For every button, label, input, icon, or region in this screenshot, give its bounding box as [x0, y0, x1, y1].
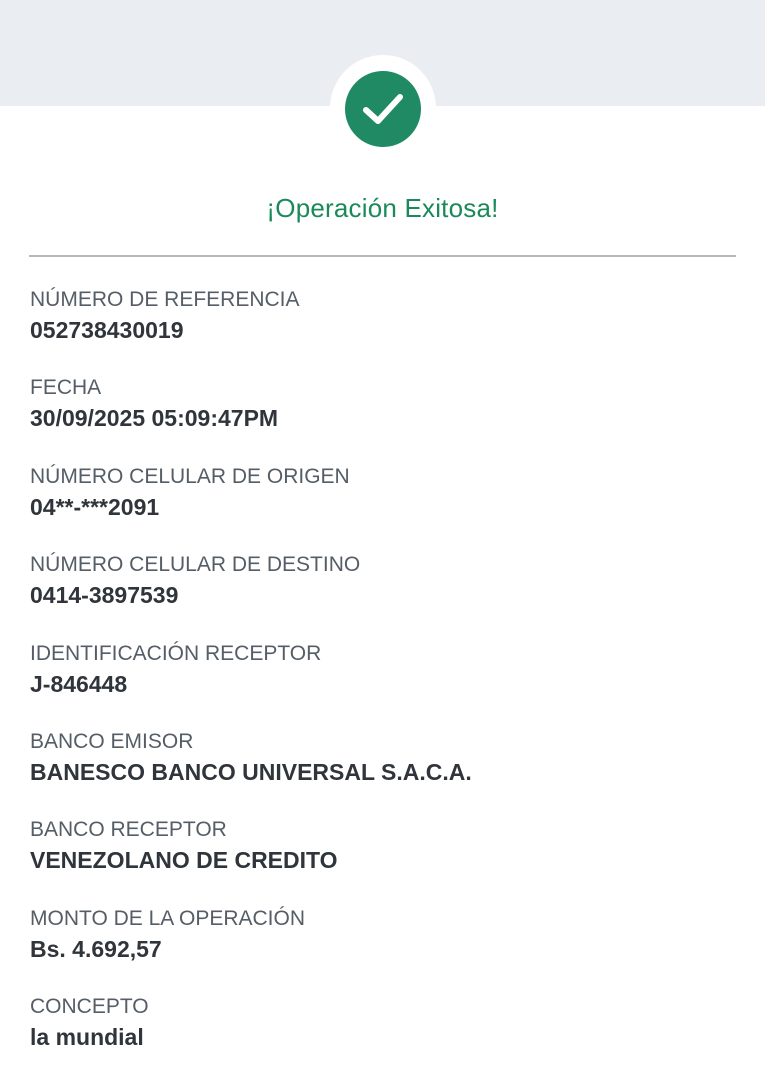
- concept-field: [30, 994, 730, 1080]
- success-title: ¡Operación Exitosa!: [266, 193, 499, 223]
- field-value: la mundial: [30, 1024, 144, 1051]
- issuing-bank-field: [30, 729, 730, 817]
- field-value: 30/09/2025 05:09:47PM: [30, 405, 279, 432]
- field-label: MONTO DE LA OPERACIÓN: [30, 906, 305, 930]
- destination-phone-field: [30, 552, 730, 640]
- receiver-id-field: [30, 641, 730, 729]
- field-value: J-846448: [30, 670, 128, 697]
- field-label: FECHA: [30, 376, 102, 400]
- receiving-bank-field: [30, 817, 730, 905]
- field-value: 0414-3897539: [30, 582, 179, 609]
- field-value: 052738430019: [30, 317, 184, 343]
- field-label: NÚMERO CELULAR DE ORIGEN: [30, 464, 350, 488]
- field-label: CONCEPTO: [30, 995, 149, 1019]
- success-badge: [345, 71, 421, 147]
- field-label: BANCO RECEPTOR: [30, 818, 227, 842]
- origin-phone-field: [30, 464, 730, 552]
- amount-field: [30, 906, 730, 994]
- field-value: VENEZOLANO DE CREDITO: [30, 847, 338, 874]
- divider: [29, 255, 736, 257]
- date-field: [30, 375, 730, 463]
- field-value: 04**-***2091: [30, 493, 160, 520]
- field-value: Bs. 4.692,57: [30, 935, 162, 962]
- field-value: BANESCO BANCO UNIVERSAL S.A.C.A.: [30, 758, 472, 785]
- operation-details: [30, 287, 730, 1080]
- field-label: NÚMERO DE REFERENCIA: [30, 288, 300, 311]
- field-label: IDENTIFICACIÓN RECEPTOR: [30, 641, 322, 665]
- field-label: BANCO EMISOR: [30, 729, 194, 753]
- check-icon: [361, 91, 405, 127]
- reference-number-field: [30, 287, 730, 375]
- field-label: NÚMERO CELULAR DE DESTINO: [30, 553, 361, 577]
